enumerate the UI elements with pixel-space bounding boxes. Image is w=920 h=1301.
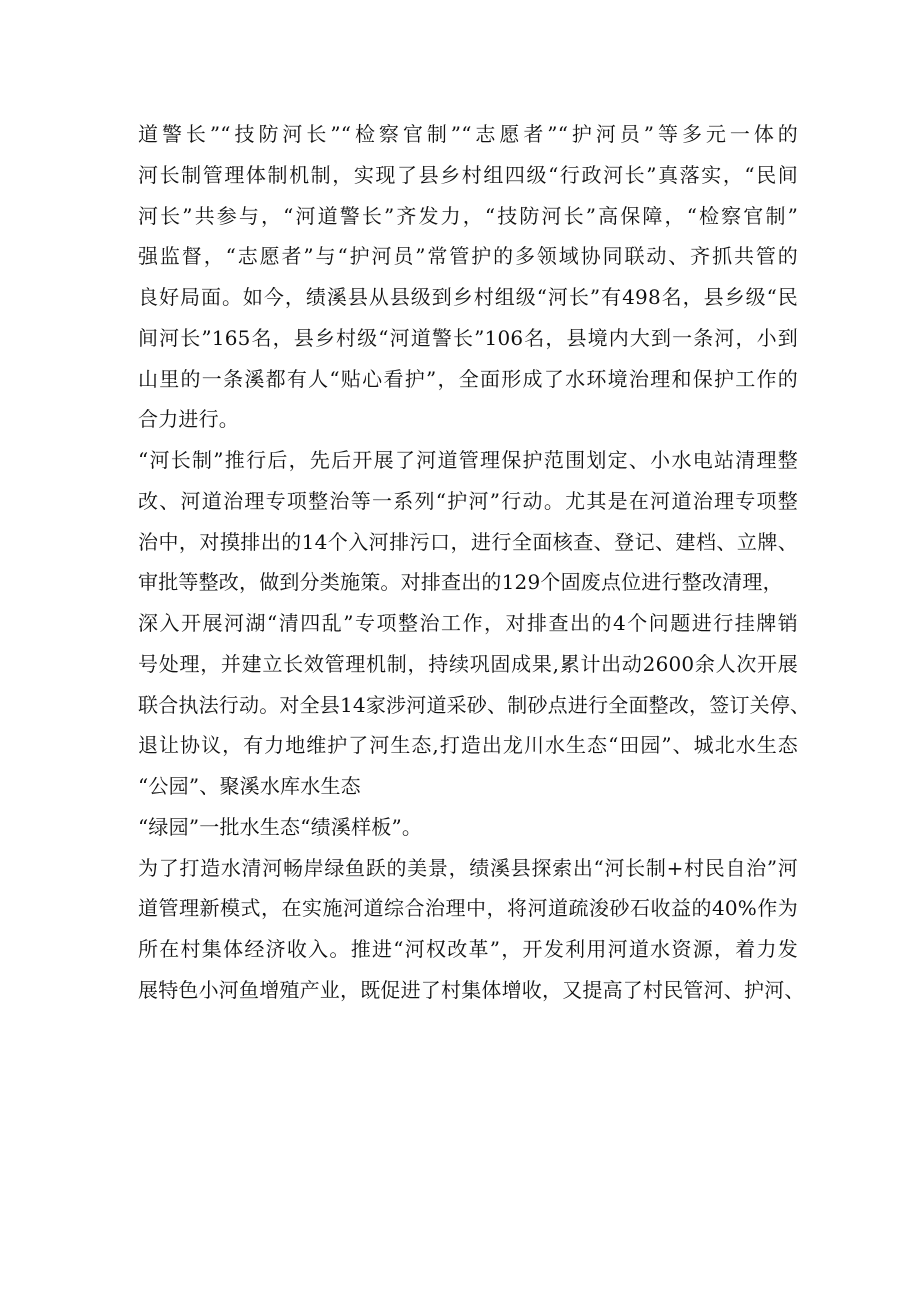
text-line: 所在村集体经济收入。推进“河权改革”，开发利用河道水资源，着力发 [138,937,798,961]
text-line: “公园”、聚溪水库水生态 [138,774,361,798]
text-line: 号处理，并建立长效管理机制，持续巩固成果,累计出动2600余人次开展 [138,651,798,676]
text-line: 道警长”“技防河长”“检察官制”“志愿者”“护河员”等多元一体的 [138,122,798,146]
text-line: 山里的一条溪都有人“贴心看护”，全面形成了水环境治理和保护工作的 [138,366,798,391]
text-line: 退让协议，有力地维护了河生态,打造出龙川水生态“田园”、城北水生态 [138,733,798,758]
text-line: 良好局面。如今，绩溪县从县级到乡村组级“河长”有498名，县乡级“民 [138,285,798,309]
text-line: 合力进行。 [138,407,239,432]
text-line: 治中，对摸排出的14个入河排污口，进行全面核查、登记、建档、立牌、 [138,529,798,554]
text-line: 为了打造水清河畅岸绿鱼跃的美景，绩溪县探索出“河长制+村民自治”河 [138,855,798,880]
text-line: “河长制”推行后，先后开展了河道管理保护范围划定、小水电站清理整 [138,448,798,472]
text-line: 展特色小河鱼增殖产业，既促进了村集体增收，又提高了村民管河、护河、 [138,977,805,1002]
text-line: 强监督，“志愿者”与“护河员”常管护的多领域协同联动、齐抓共管的 [138,244,798,269]
text-line: “绿园”一批水生态“绩溪样板”。 [138,814,423,839]
text-line: 河长”共参与，“河道警长”齐发力，“技防河长”高保障，“检察官制” [138,203,798,228]
text-line: 间河长”165名，县乡村级“河道警长”106名，县境内大到一条河，小到 [138,325,798,350]
text-line: 深入开展河湖“清四乱”专项整治工作，对排查出的4个问题进行挂牌销 [138,611,798,635]
text-line: 河长制管理体制机制，实现了县乡村组四级“行政河长”真落实，“民间 [138,162,798,187]
text-line: 联合执法行动。对全县14家涉河道采砂、制砂点进行全面整改，签订关停、 [138,692,811,717]
text-line: 改、河道治理专项整治等一系列“护河”行动。尤其是在河道治理专项整 [138,488,798,513]
text-line: 道管理新模式，在实施河道综合治理中，将河道疏浚砂石收益的40%作为 [138,896,798,921]
body-text [138,114,811,1011]
text-line: 审批等整改，做到分类施策。对排查出的129个固废点位进行整改清理， [138,570,783,595]
